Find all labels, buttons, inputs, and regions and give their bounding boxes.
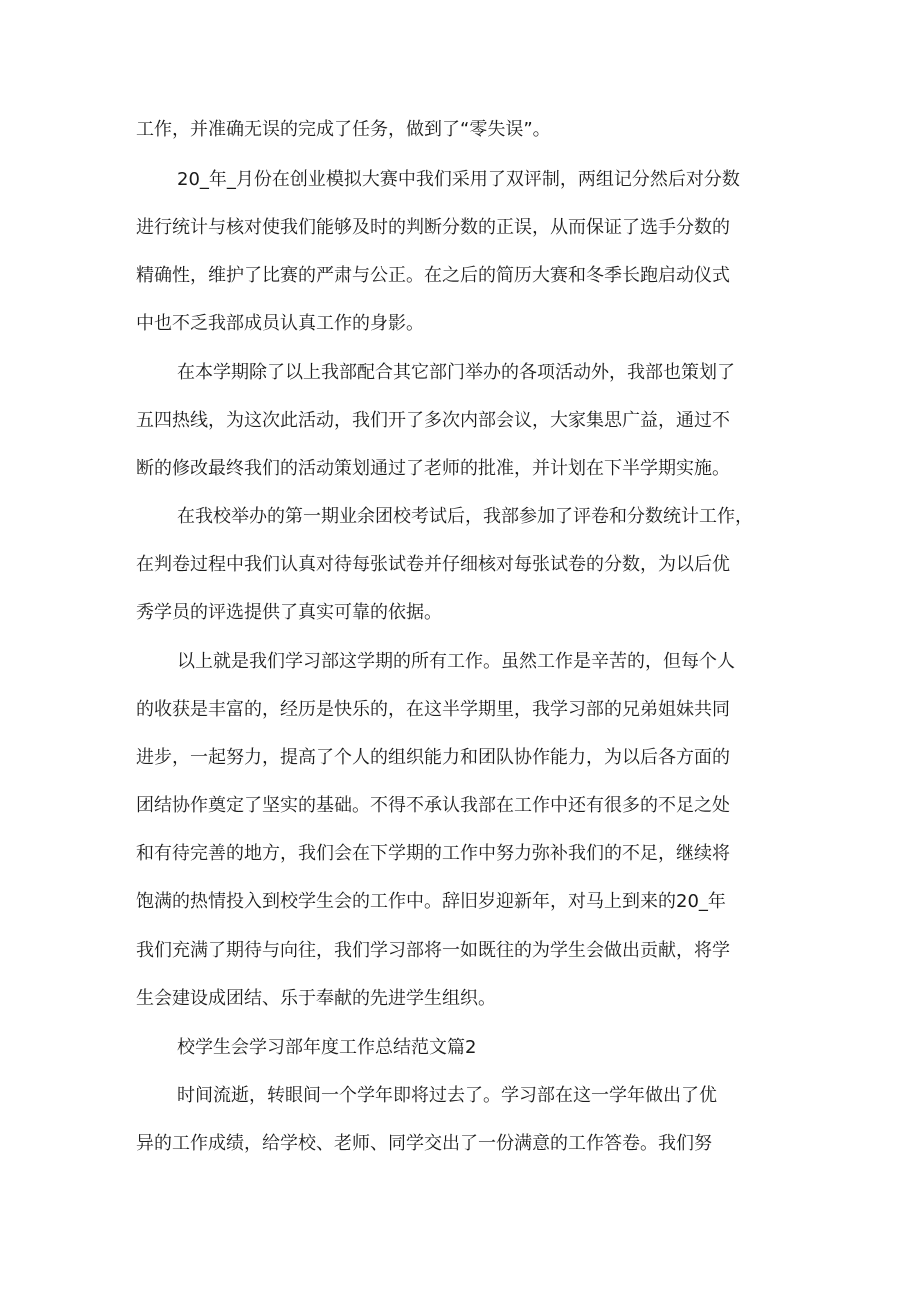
paragraph-start-line: 在我校举办的第一期业余团校考试后，我部参加了评卷和分数统计工作， <box>177 506 753 527</box>
text-line: 我们充满了期待与向往，我们学习部将一如既往的为学生会做出贡献，将学 <box>136 940 730 961</box>
section-heading: 校学生会学习部年度工作总结范文篇2 <box>177 1037 477 1058</box>
paragraph-start-line: 在本学期除了以上我部配合其它部门举办的各项活动外，我部也策划了 <box>177 362 735 383</box>
text-line: 异的工作成绩，给学校、老师、同学交出了一份满意的工作答卷。我们努 <box>136 1133 712 1154</box>
paragraph-start-line: 20_年_月份在创业模拟大赛中我们采用了双评制，两组记分然后对分数 <box>177 169 740 190</box>
text-line: 生会建设成团结、乐于奉献的先进学生组织。 <box>136 988 496 1009</box>
text-line: 和有待完善的地方，我们会在下学期的工作中努力弥补我们的不足，继续将 <box>136 843 730 864</box>
paragraph-start-line: 时间流逝，转眼间一个学年即将过去了。学习部在这一学年做出了优 <box>177 1085 717 1106</box>
text-line: 中也不乏我部成员认真工作的身影。 <box>136 313 424 334</box>
text-line: 团结协作奠定了坚实的基础。不得不承认我部在工作中还有很多的不足之处 <box>136 795 730 816</box>
text-line: 饱满的热情投入到校学生会的工作中。辞旧岁迎新年，对马上到来的20_年 <box>136 891 726 912</box>
text-line: 进步，一起努力，提高了个人的组织能力和团队协作能力，为以后各方面的 <box>136 747 730 768</box>
text-line: 进行统计与核对使我们能够及时的判断分数的正误，从而保证了选手分数的 <box>136 217 730 238</box>
text-line: 秀学员的评选提供了真实可靠的依据。 <box>136 602 442 623</box>
paragraph-start-line: 以上就是我们学习部这学期的所有工作。虽然工作是辛苦的，但每个人 <box>177 651 735 672</box>
text-line: 断的修改最终我们的活动策划通过了老师的批准，并计划在下半学期实施。 <box>136 458 730 479</box>
text-line: 在判卷过程中我们认真对待每张试卷并仔细核对每张试卷的分数，为以后优 <box>136 554 730 575</box>
text-line: 精确性，维护了比赛的严肃与公正。在之后的简历大赛和冬季长跑启动仪式 <box>136 265 730 286</box>
text-line: 的收获是丰富的，经历是快乐的，在这半学期里，我学习部的兄弟姐妹共同 <box>136 699 730 720</box>
text-line: 五四热线，为这次此活动，我们开了多次内部会议，大家集思广益，通过不 <box>136 410 730 431</box>
text-line: 工作，并准确无误的完成了任务，做到了“零失误”。 <box>136 119 551 140</box>
